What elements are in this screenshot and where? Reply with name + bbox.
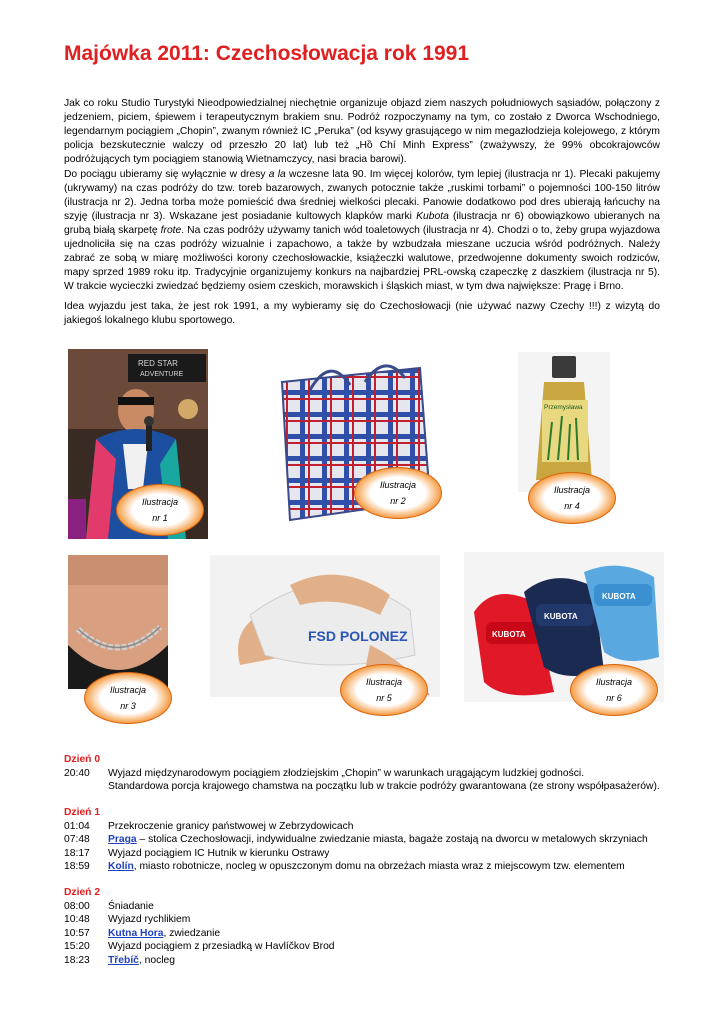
schedule-row [64,927,684,941]
idea-paragraph: Idea wyjazdu jest taka, że jest rok 1991, a my wybieramy się do Czechosłowacji (nie używać nazwy Czechy !!!) z wizytą do jakiegoś lokalnego klubu sportowego. [64,301,660,326]
row-text: Standardowa porcja krajowego chamstwa na początku lub w trakcie podróży gwarantowana (ze strony współpasażerów). [108,781,660,792]
badge-1-line2: nr 1 [152,513,168,523]
row-time: 08:00 [64,900,90,912]
schedule-row [64,860,684,874]
dress-text-c: (ilustracja nr 6) obowiązkowo ubieranych na grubą białą skarpetę [64,211,660,236]
row-text: Wyjazd rychlikiem [108,914,191,925]
row-text-rest: – stolica Czechosłowacji, indywidualne zwiedzanie miasta, bagaże zostają na dworcu w metalowych skrzyniach [136,834,648,845]
badge-5-line2: nr 5 [376,693,392,703]
badge-4-line1: Ilustracja [553,485,590,495]
schedule-row [64,767,684,781]
slipper-blue-text: KUBOTA [602,592,636,601]
row-text: Wyjazd pociągiem IC Hutnik w kierunku Ostrawy [108,847,330,859]
row-time: 20:40 [64,767,90,779]
dress-paragraph [64,168,660,294]
schedule-row [64,913,684,927]
sign-text-bottom: ADVENTURE [140,371,184,378]
schedule-day-2 [64,886,684,967]
dress-text-a: Do pociągu ubieramy się wyłącznie w dresy [64,169,269,180]
row-text [108,833,684,847]
schedule-row [64,940,684,954]
dress-text-d: . Na czas podróży używamy tanich wód toaletowych (ilustracja nr 4). Chodzi o to, żeby grupa wyjazdowa ujednoliciła się na czas podróży wizualnie i zapachowo, a także by wzbudzała mieszane uczucia wśród podróżnych. Należy zabrać ze sobą w miarę możliwości korony czechosłowackie, książeczki walutowe, przedwojenne dokumenty swoich rodziców, mapy sprzed 1989 roku itp. Tradycyjnie organizujemy konkurs na najbardziej PRL-owską czapeczkę z daszkiem (ilustracja nr 5). W trakcie wycieczki zwiedzać będziemy osiem czeskich, morawskich i śląskich miast, w tym dwa największe: Pragę i Brno. [64,225,660,292]
schedule-day-1 [64,806,684,874]
day-heading: Dzień 2 [64,887,101,898]
schedule-row [64,780,684,794]
row-text [108,927,684,941]
badge-4-line2: nr 4 [564,501,580,511]
sign-text-top: RED STAR [138,359,178,368]
row-time: 10:48 [64,914,90,925]
dress-text-b: wczesne lata 90. Im więcej kolorów, tym lepiej (ilustracja nr 1). Plecaki pakujemy (ukrywamy) na czas podróży do tzw. toreb bazarowych, zwanych potocznie także „ruskimi torbami” o pojemności 100-150 litrów (ilustracja nr 2). Jedna torba może pomieścić dwa średniej wielkości plecaki. Panowie dodatkowo pod dres ubierają łańcuchy na szyję (ilustracja nr 3). Wskazane jest posiadanie kultowych klapków marki [64,169,660,222]
intro-paragraph: Jak co roku Studio Turystyki Nieodpowiedzialnej niechętnie organizuje objazd ziem naszych południowych sąsiadów, połączony z jedzeniem, piciem, śpiewem i terapeutycznym brakiem snu. Podróż rozpoczynamy na tym, co zostało z Dworca Wschodniego, legendarnym pociągiem „Chopin”, zwanym również IC „Peruka” (od ksywy grasującego w nim megazłodzieja kolejowego, z którym policja bezskutecznie walczy od przeszło 20 lat) lub też „Hồ Chí Minh Express” (zważywszy, że 99% obcokrajowców podróżujących tym pociągiem stanowią Wietnamczycy, nasi bracia barowi). [64,98,660,165]
row-time: 18:59 [64,861,90,872]
dress-italic-c: frote [160,225,182,236]
schedule-day-0 [64,753,684,794]
row-time: 10:57 [64,927,90,939]
schedule-row [64,900,684,914]
illustration-badge-5 [340,664,428,716]
day-heading: Dzień 1 [64,807,101,818]
row-time: 18:23 [64,954,90,966]
photo-perfume-bottle [518,352,610,492]
illustration-badge-6 [570,664,658,716]
row-text: Wyjazd międzynarodowym pociągiem złodziejskim „Chopin” w warunkach urągającym ludzkiej godności. [108,767,585,779]
slipper-navy-text: KUBOTA [544,612,578,621]
row-text: Śniadanie [108,900,154,912]
illustration-badge-4 [528,472,616,524]
bottle-label-text: Przemysława [544,404,583,411]
photo-neck-chain [68,555,168,689]
illustration-badge-2 [354,467,442,519]
row-text-rest: , zwiedzanie [163,927,221,939]
schedule-row [64,954,684,968]
badge-6-line2: nr 6 [606,693,622,703]
illustration-badge-1 [116,484,204,536]
day-heading: Dzień 0 [64,754,101,765]
row-time: 15:20 [64,941,90,952]
schedule-row [64,833,684,847]
row-text [108,860,684,874]
schedule-row [64,820,684,834]
row-text [108,954,684,968]
slipper-red-text: KUBOTA [492,630,526,639]
row-time [64,780,108,794]
row-text: Wyjazd pociągiem z przesiadką w Havlíčkov Brod [108,941,335,952]
link-praga[interactable]: Praga [108,834,137,845]
neck-chain-illustration [68,555,168,689]
schedule-row [64,847,684,861]
link-trebic[interactable]: Třebíč [108,954,139,966]
row-time: 01:04 [64,820,90,832]
badge-3-line1: Ilustracja [109,685,146,695]
badge-2-line2: nr 2 [390,496,406,506]
page-title: Majówka 2011: Czechosłowacja rok 1991 [64,42,470,65]
row-text-rest: , nocleg [138,954,175,966]
row-text: Przekroczenie granicy państwowej w Zebrzydowicach [108,820,354,832]
row-time: 18:17 [64,847,90,859]
badge-3-line2: nr 3 [120,701,136,711]
link-kutna-hora[interactable]: Kutna Hora [108,927,164,939]
row-time: 07:48 [64,834,90,845]
row-text-rest: , miasto robotnicze, nocleg w opuszczonym domu na obrzeżach miasta wraz z miejscowym tzw. elementem [133,861,625,872]
dress-italic-a: a la [268,169,286,180]
badge-1-line1: Ilustracja [141,497,178,507]
badge-5-line1: Ilustracja [365,677,402,687]
link-kolin[interactable]: Kolín [108,861,134,872]
badge-6-line1: Ilustracja [595,677,632,687]
illustration-badge-3 [84,672,172,724]
dress-italic-b: Kubota [416,211,449,222]
badge-2-line1: Ilustracja [379,480,416,490]
perfume-bottle-illustration [518,352,610,492]
cap-logo-text: FSD POLONEZ [308,628,408,644]
